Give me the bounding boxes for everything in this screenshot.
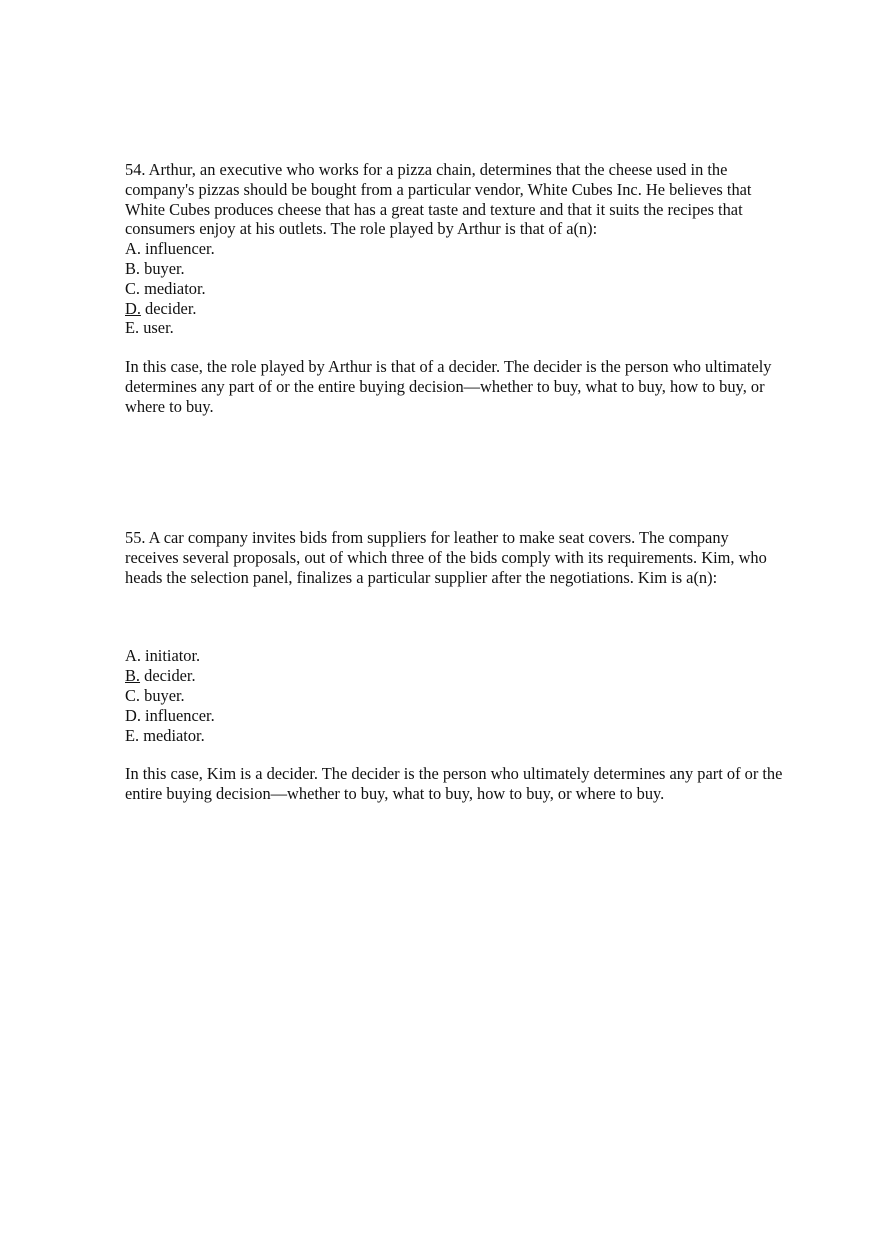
- option-letter: A.: [125, 239, 141, 259]
- question-55: [125, 528, 785, 804]
- option-letter: B.: [125, 258, 141, 278]
- answer-option-c: [125, 279, 785, 299]
- answer-option-e: [125, 318, 785, 338]
- option-letter: A.: [125, 646, 141, 666]
- option-text: buyer.: [144, 258, 185, 278]
- option-text: buyer.: [144, 685, 185, 705]
- answer-explanation: In this case, the role played by Arthur is that of a decider. The decider is the person who ultimately determines any part of or the entire buying decision—whether to buy, what to buy, how to buy, or where to buy.: [125, 357, 772, 416]
- option-text: influencer.: [145, 705, 215, 725]
- answer-option-a: [125, 239, 785, 259]
- question-54: [125, 160, 785, 417]
- option-text: initiator.: [145, 646, 201, 666]
- correct-option-letter: D.: [125, 298, 141, 318]
- answer-option-c: [125, 686, 785, 706]
- answer-option-b-correct: [125, 666, 785, 686]
- answer-option-a: [125, 646, 785, 666]
- option-text: influencer.: [145, 239, 215, 259]
- option-letter: C.: [125, 278, 141, 298]
- answer-option-e: [125, 726, 785, 746]
- answer-explanation: In this case, Kim is a decider. The decider is the person who ultimately determines any part of or the entire buying decision—whether to buy, what to buy, how to buy, or where to buy.: [125, 764, 783, 804]
- option-letter: C.: [125, 685, 141, 705]
- option-text: user.: [143, 318, 174, 338]
- option-letter: E.: [125, 725, 140, 745]
- option-letter: E.: [125, 318, 140, 338]
- option-text: mediator.: [143, 725, 205, 745]
- option-text: decider.: [144, 666, 196, 686]
- answer-option-d-correct: [125, 299, 785, 319]
- correct-option-letter: B.: [125, 666, 141, 686]
- answer-option-d: [125, 706, 785, 726]
- option-text: decider.: [145, 298, 197, 318]
- answer-options: [125, 239, 785, 338]
- option-letter: D.: [125, 705, 141, 725]
- answer-options: [125, 646, 785, 745]
- option-text: mediator.: [144, 278, 206, 298]
- question-stem: 55. A car company invites bids from suppliers for leather to make seat covers. The company receives several proposals, out of which three of the bids comply with its requirements. Kim, who heads the selection panel, finalizes a particular supplier after the negotiations. Kim is a(n):: [125, 528, 767, 587]
- question-stem: 54. Arthur, an executive who works for a pizza chain, determines that the cheese used in the company's pizzas should be bought from a particular vendor, White Cubes Inc. He believes that White Cubes produces cheese that has a great taste and texture and that it suits the recipes that consumers enjoy at his outlets. The role played by Arthur is that of a(n):: [125, 160, 752, 239]
- answer-option-b: [125, 259, 785, 279]
